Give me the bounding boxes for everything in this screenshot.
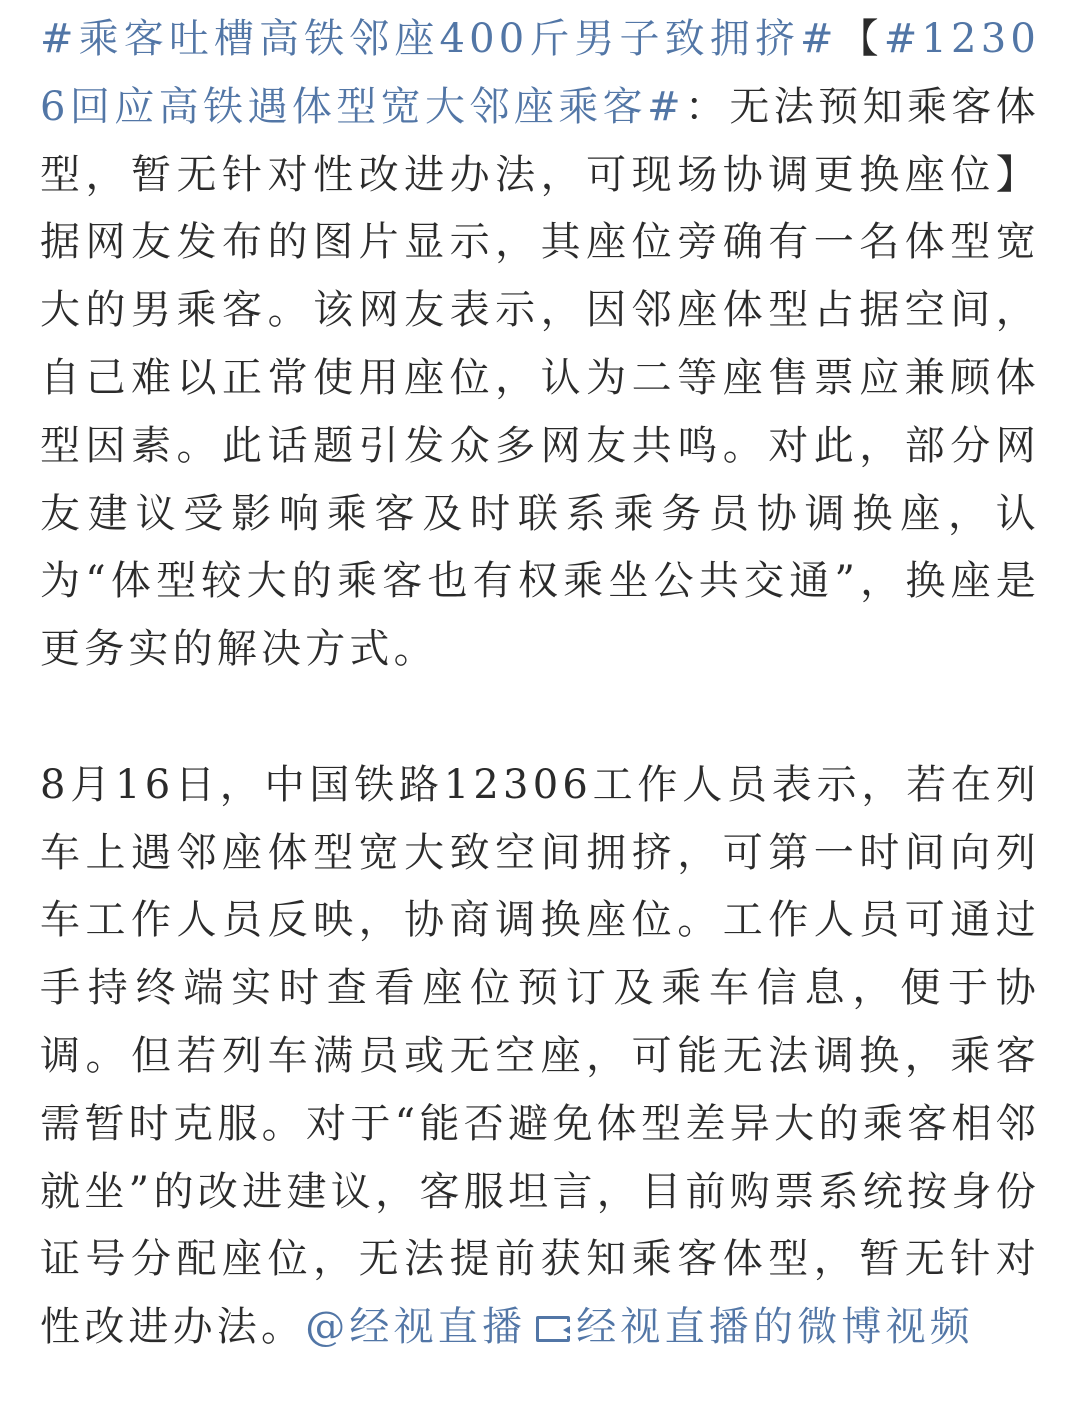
hashtag-link[interactable]: #乘客吐槽高铁邻座400斤男子致拥挤# xyxy=(40,16,838,62)
hashtag-link[interactable]: #12306回应高铁遇体型宽大邻座乘客# xyxy=(40,16,1040,130)
paragraph-1 xyxy=(40,6,1040,684)
mention-link[interactable]: @经视直播 xyxy=(305,1304,527,1351)
bracket-open: 【 xyxy=(837,16,884,62)
headline-text: ：无法预知乘客体型，暂无针对性改进办法，可现场协调更换座位】 xyxy=(40,83,1040,198)
paragraph-1-body: 据网友发布的图片显示，其座位旁确有一名体型宽大的男乘客。该网友表示，因邻座体型占据空间，自己难以正常使用座位，认为二等座售票应兼顾体型因素。此话题引发众多网友共鸣。对此，部分网友建议受影响乘客及时联系乘务员协调换座，认为“体型较大的乘客也有权乘坐公共交通”，换座是更务实的解决方式。 xyxy=(40,219,1040,673)
paragraph-2 xyxy=(40,752,1040,1362)
paragraph-2-body: 8月16日，中国铁路12306工作人员表示，若在列车上遇邻座体型宽大致空间拥挤，可第一时间向列车工作人员反映，协商调换座位。工作人员可通过手持终端实时查看座位预订及乘车信息，便于协调。但若列车满员或无空座，可能无法调换，乘客需暂时克服。对于“能否避免体型差异大的乘客相邻就坐”的改进建议，客服坦言，目前购票系统按身份证号分配座位，无法提前获知乘客体型，暂无针对性改进办法。 xyxy=(40,761,1040,1351)
video-icon xyxy=(536,1316,570,1342)
video-link[interactable]: 经视直播的微博视频 xyxy=(576,1304,975,1351)
